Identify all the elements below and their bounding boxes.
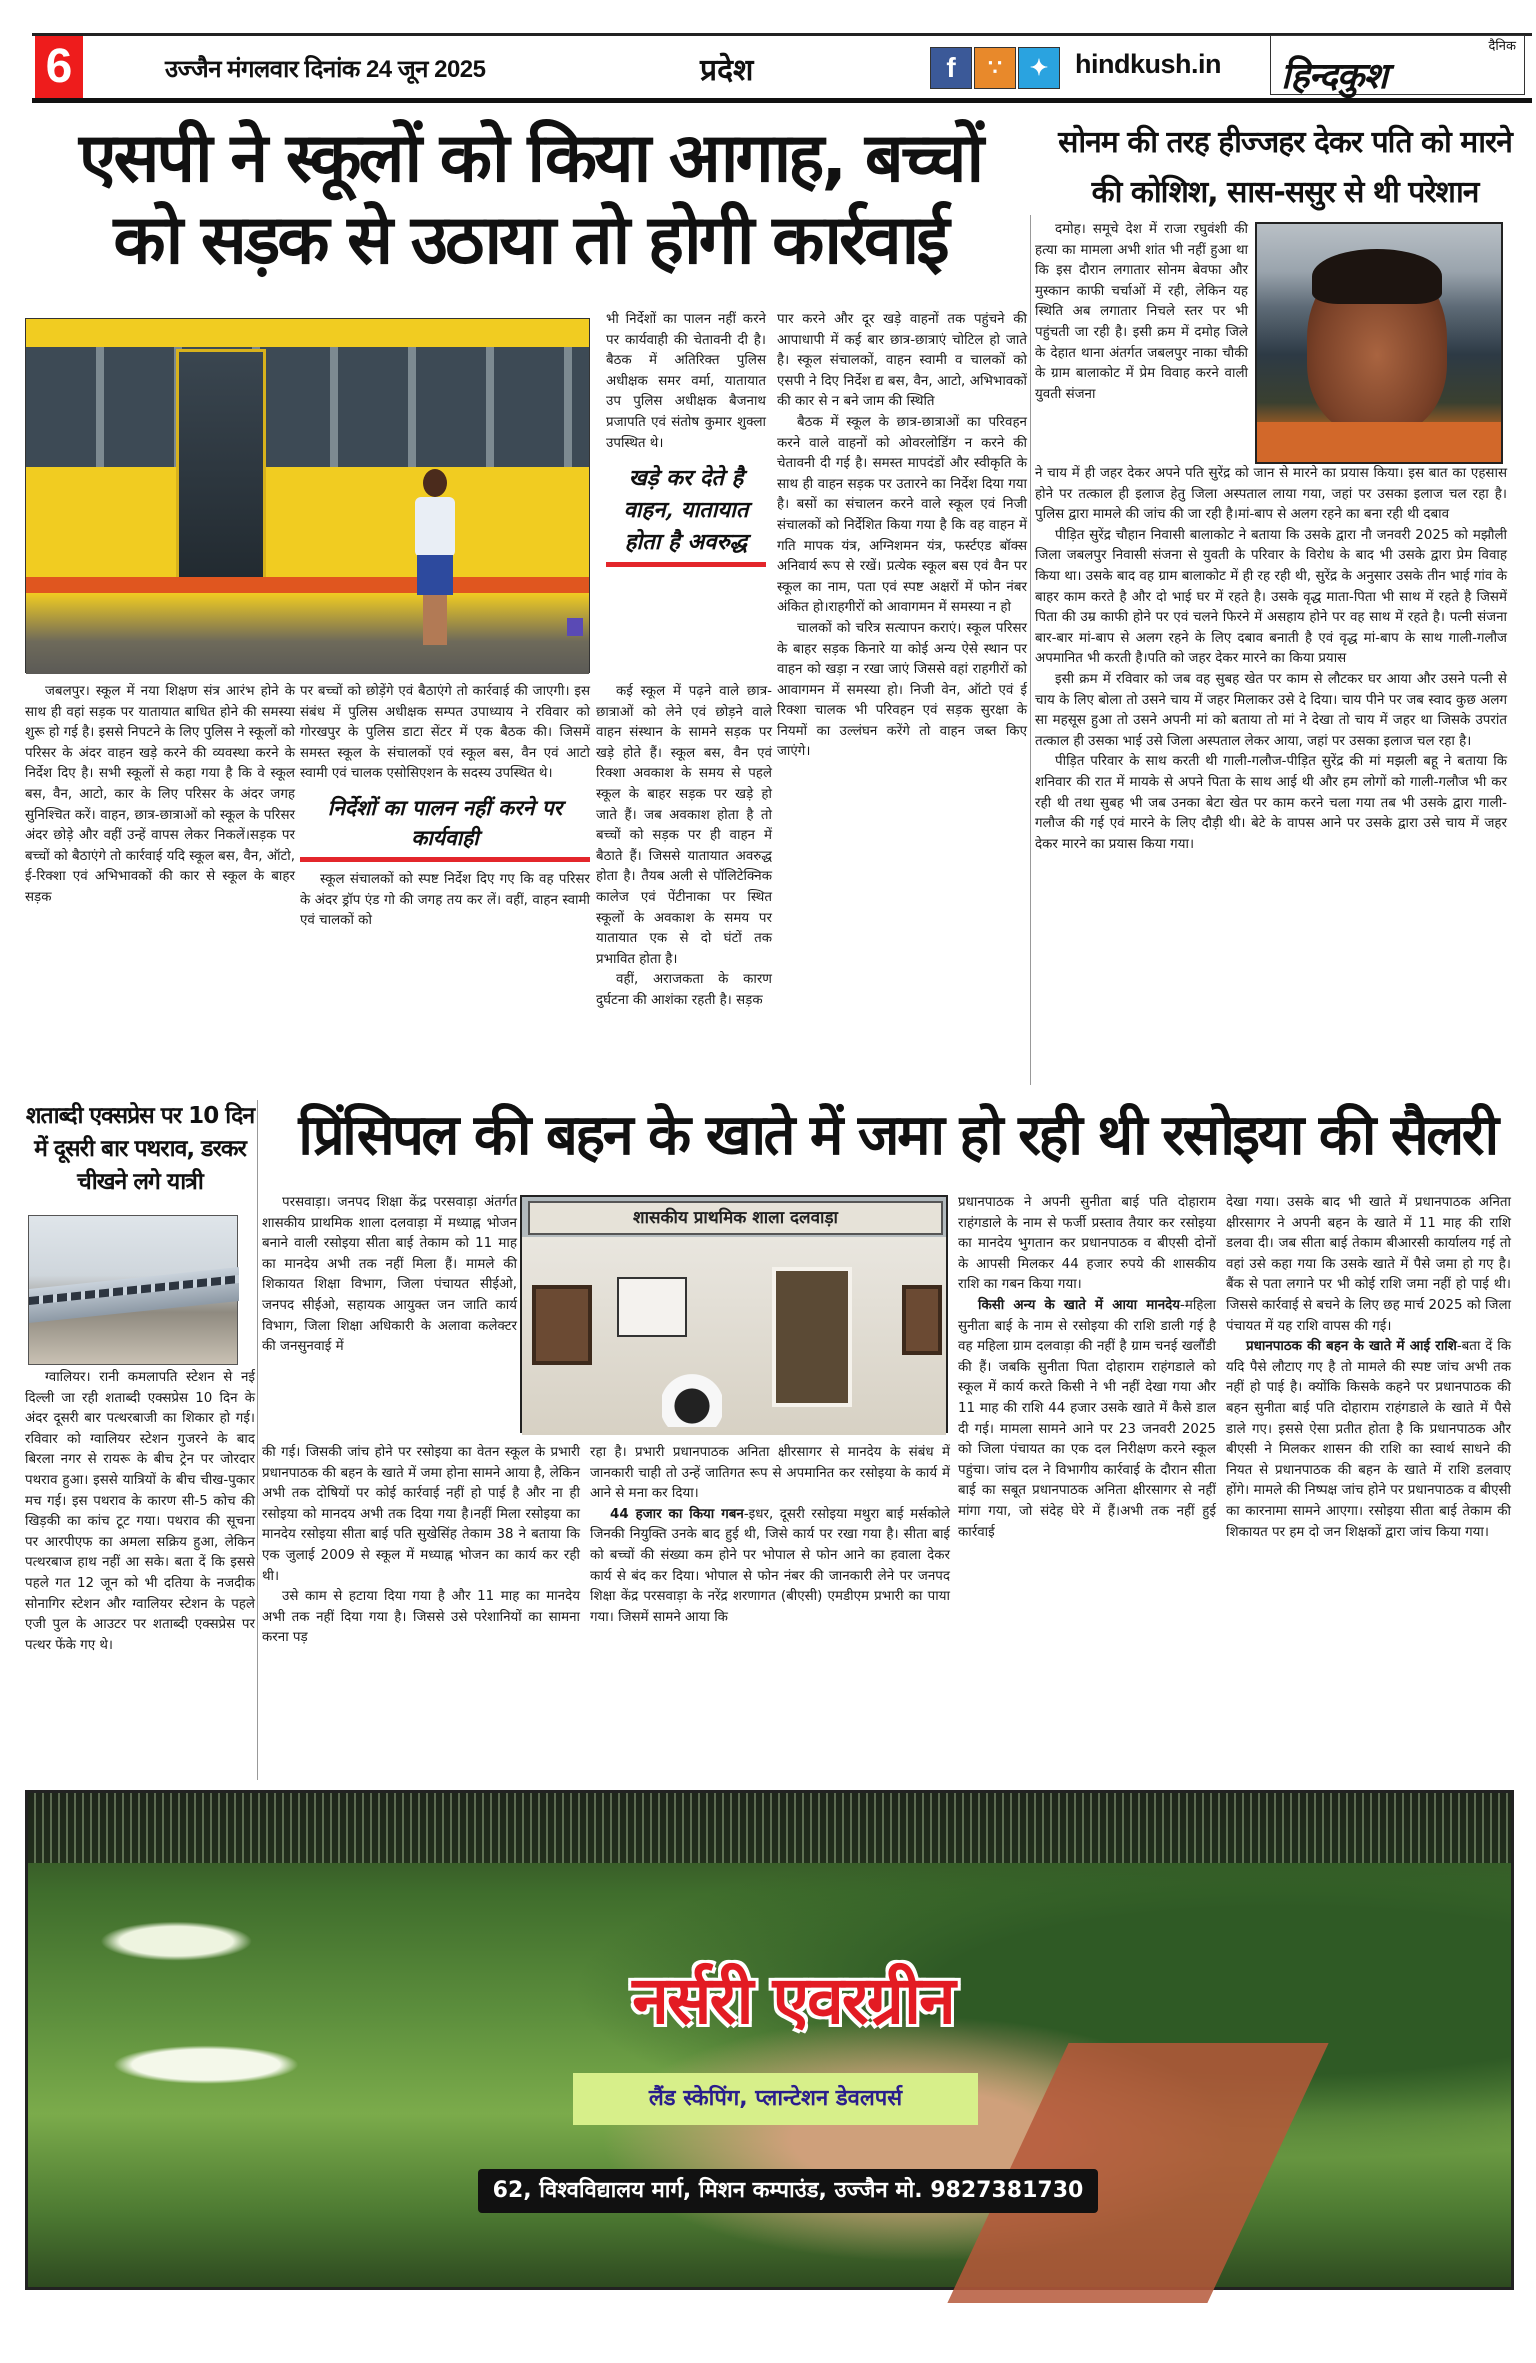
principal-subhead-embezzle: 44 हजार का किया गबन bbox=[610, 1506, 744, 1522]
principal-paragraph: रहा है। प्रभारी प्रधानपाठक अनिता क्षीरसागर से मानदेय के संबंध में जानकारी चाही तो उन्हें जातिगत रूप से अपमानित कर रसोइया के कार्य में आने से मना कर दिया। bbox=[590, 1445, 950, 1502]
ad-subtitle: लैंड स्केपिंग, प्लान्टेशन डेवलपर्स bbox=[573, 2073, 978, 2125]
scooter-shape bbox=[662, 1357, 722, 1427]
school-door bbox=[772, 1267, 852, 1407]
principal-subhead-sister: प्रधानपाठक की बहन के खाते में आई राशि bbox=[1246, 1339, 1457, 1355]
principal-subhead-account: किसी अन्य के खाते में आया मानदेय bbox=[978, 1297, 1181, 1313]
school-paragraph: जबलपुर। स्कूल में नया शिक्षण संत्र आरंभ होने के साथ ही वहां सड़क पर यातायात बाधित होने की समस्या शुरू हो गई है। इससे निपटने के लिए पुलिस ने स्कूलों को परिसर के अंदर वाहन खड़े करने की व्यवस्था करने के निर्देश दिए है। सभी स्कूलों से कहा गया है कि वे स्कूल बस, वैन, आटो, कार के लिए परिसर के अंदर जगह सुनिश्चित करें। वाहन, छात्र-छात्राओं को स्कूल के परिसर अंदर छोड़े और वहीं उन्हें वापस लेकर निकलें।सड़क पर बच्चों को बैठाएंगे तो कार्रवाई यदि स्कूल बस, वैन, ऑटो, ई-रिक्शा एवं अभिभावकों की कार से स्कूल के बाहर सड़क bbox=[25, 684, 295, 905]
poison-headline-line2: की कोशिश, सास-ससुर से थी परेशान bbox=[1091, 175, 1479, 210]
school-paragraph: बैठक में स्कूल के छात्र-छात्राओं का परिवहन करने वाले वाहनों को ओवरलोडिंग न करने की चेतावनी दी गई है। समस्त मापदंडों और स्वीकृति के साथ ही वाहन सड़क पर उतारने का निर्देश दिया गया है। बसों का संचालन करने वाले स्कूल एवं निजी संचालकों को निर्देशित किया गया है कि वह वाहन में गति मापक यंत्र, अग्निशमन यंत्र, फर्स्टएड बॉक्स अनिवार्य रूप से रखें। प्रत्येक स्कूल बस एवं वैन पर स्कूल का नाम, पता एवं स्पष्ट अक्षरों में फोन नंबर अंकित हो।राहगीरों को आवागमन में समस्या न हो bbox=[777, 414, 1027, 616]
school-paragraph: चालकों को चरित्र सत्यापन कराएं। स्कूल परिसर के बाहर सड़क किनारे या कोई अन्य ऐसे स्थान पर वाहन को खड़ा न रखा जाएं जिससे वहां राहगीरों को आवागमन में समस्या हो। निजी वेन, ऑटो एवं ई रिक्शा चालक भी परिवहन एवं सड़क सुरक्षा के नियमों का उल्लंघन करेंगे तो वाहन जब्त किए जाएंगे। bbox=[777, 620, 1027, 760]
logo-name: हिन्दकुश bbox=[1281, 55, 1387, 97]
school-window bbox=[532, 1285, 592, 1365]
principal-paragraph bbox=[1226, 1337, 1511, 1543]
principal-text: -महिला सुनीता बाई के नाम से रसोइया की राशि डाली गई है वह महिला ग्राम दलवाड़ा की नहीं है ग्राम चनई खलौंडी की हैं। जबकि सुनीता पिता दोहाराम राहंगडाले को स्कूल में कार्य करते किसी ने भी नहीं देखा गया और 11 माह की राशि 44 हजार उसके खाते में कैसे डाल दी गई। मामला सामने आने पर 23 जनवरी 2025 को जिला पंचायत का एक दल निरीक्षण करने स्कूल पहुंचा। जांच दल ने विभागीय कार्रवाई के दौरान सीता बाई का सबूत प्रधानपाठक अनिता क्षीरसागर से नहीं मांगा गया, जो संदेह घेरे में हैं।अभी तक नहीं हुई कार्रवाई bbox=[958, 1297, 1216, 1540]
hair-shape bbox=[1312, 249, 1442, 304]
principal-story-col4 bbox=[1226, 1193, 1511, 1783]
poison-headline-line1: सोनम की तरह हीज्जहर देकर पति को मारने bbox=[1058, 125, 1512, 160]
schoolboy-figure bbox=[411, 469, 459, 649]
facebook-icon[interactable]: f bbox=[930, 47, 972, 89]
poison-headline bbox=[1040, 118, 1530, 218]
newspaper-logo bbox=[1270, 35, 1525, 95]
poison-paragraph: पीड़ित परिवार के साथ करती थी गाली-गलौज-पीड़ित सुरेंद्र की मां मझली बहू ने बताया कि शनिवार की रात में मायके से अपने पिता के साथ आई थी और हम लोगों को गाली-गलौज भी कर रही थी तथा सुबह भी जब उनका बेटा खेत पर काम करने चला गया तब भी उसके द्वारा गाली-गलौज की गई एवं मारने के लिए दौड़ी थी। बेटे के वापस आने पर उसके द्वारा उसे चाय में जहर देकर मारने का प्रयास किया गया। bbox=[1035, 754, 1507, 852]
column-divider bbox=[257, 1100, 258, 1780]
bus-lower-body bbox=[26, 593, 589, 674]
main-headline-line2: को सड़क से उठाया तो होगी कार्रवाई bbox=[113, 201, 947, 280]
ad-address: 62, विश्वविद्यालय मार्ग, मिशन कम्पाउंड, उज्जैन मो. 9827381730 bbox=[478, 2169, 1098, 2213]
principal-paragraph bbox=[590, 1505, 950, 1629]
train-headline: शताब्दी एक्सप्रेस पर 10 दिन में दूसरी बार पथराव, डरकर चीखने लगे यात्री bbox=[25, 1103, 255, 1195]
main-headline bbox=[25, 118, 1035, 282]
social-links bbox=[930, 47, 1060, 89]
principal-paragraph: उसे काम से हटाया दिया गया है और 11 माह का मानदेय अभी तक नहीं दिया गया है। जिससे उसे परेशानियों का सामना करना पड़ bbox=[262, 1589, 580, 1646]
principal-paragraph bbox=[958, 1296, 1216, 1543]
section-title: प्रदेश bbox=[700, 54, 754, 87]
ad-title: नर्सरी एवरग्रीन bbox=[632, 1962, 954, 2039]
school-subhead-action: निर्देशों का पालन नहीं करने पर कार्यवाही bbox=[300, 793, 590, 862]
train-story-body bbox=[25, 1368, 255, 1788]
school-story-col3-top bbox=[606, 310, 766, 682]
notice-board bbox=[617, 1277, 687, 1337]
twitter-icon[interactable]: ✦ bbox=[1018, 47, 1060, 89]
nursery-advertisement[interactable] bbox=[25, 1790, 1514, 2290]
column-divider bbox=[1030, 215, 1031, 1085]
main-headline-line1: एसपी ने स्कूलों को किया आगाह, बच्चों bbox=[78, 119, 982, 198]
dateline: उज्जैन मंगलवार दिनांक 24 जून 2025 bbox=[165, 56, 486, 83]
school-paragraph: भी निर्देशों का पालन नहीं करने पर कार्यवाही की चेतावनी दी है। बैठक में अतिरिक्त पुलिस अधीक्षक समर वर्मा, यातायात उप पुलिस अधीक्षक बैजनाथ प्रजापति एवं संतोष कुमार शुक्ला उपस्थित थे। bbox=[606, 312, 766, 451]
victim-photo bbox=[1255, 222, 1503, 464]
rss-icon[interactable]: ∵ bbox=[974, 47, 1016, 89]
bus-windows bbox=[26, 347, 589, 467]
principal-story-col1-bottom bbox=[262, 1443, 580, 1778]
principal-headline: प्रिंसिपल की बहन के खाते में जमा हो रही थी रसोइया की सैलरी bbox=[298, 1103, 1497, 1168]
school-paragraph: स्कूल संचालकों को स्पष्ट निर्देश दिए गए कि वह परिसर के अंदर ड्रॉप एंड गो की जगह तय कर लें। वहीं, वाहन स्वामी एवं चालकों को bbox=[300, 871, 590, 929]
school-subhead-traffic: खड़े कर देते है वाहन, यातायात होता है अवरुद्ध bbox=[606, 462, 766, 567]
school-story-col1 bbox=[25, 682, 295, 1087]
school-building-photo bbox=[520, 1195, 948, 1433]
logo-daily-label: दैनिक bbox=[1488, 39, 1516, 54]
principal-paragraph: देखा गया। उसके बाद भी खाते में प्रधानपाठक अनिता क्षीरसागर ने अपनी बहन के खाते में 11 माह की राशि डलवा दी। जब सीता बाई तेकाम बीआरसी कार्यालय गई तो वहां उसे कहा गया कि उसके खाते में पैसे जमा हो गए है। बैंक से पता लगाने पर भी कोई राशि जमा नहीं हो पाई थी। जिससे कार्रवाई से बचने के लिए छह मार्च 2025 को जिला पंचायत में यह राशि वापस की गई। bbox=[1226, 1195, 1511, 1334]
poison-paragraph: दमोह। समूचे देश में राजा रघुवंशी की हत्या का मामला अभी शांत भी नहीं हुआ था कि इस दौरान लगातार सोनम बेवफा और मुस्कान काफी चर्चाओं में रही, लेकिन यह स्थिति अब लगातार निचले स्तर पर भी पहुंचती जा रही है। इसी क्रम में दमोह जिले के देहात थाना अंतर्गत जबलपुर नाका चौकी के ग्राम बालाकोट में प्रेम विवाह करने वाली युवती संजना bbox=[1035, 222, 1248, 402]
school-story-col4 bbox=[777, 310, 1027, 1087]
poison-paragraph: पीड़ित सुरेंद्र चौहान निवासी बालाकोट ने बताया कि उसके द्वारा नौ जनवरी 2025 को मझौली जिला जबलपुर निवासी संजना से युवती के परिवार के विरोध के बाद भी उसके द्वारा प्रेम विवाह किया था। उसके बाद वह ग्राम बालाकोट में ही रह रही थी, सुरेंद्र के अनुसार उसके तीन भाई गांव के बाहर काम करते है और दो भाई घर में रहते है। उसके वृद्ध माता-पिता भी साथ में रहते है जिसमें पिता की उम्र काफी होने पर एवं चलने फिरने में असहाय होने पर वह साथ में रहते है। पत्नी संजना बार-बार मां-बाप से अलग रहने के लिए दबाव बनाती है एवं वृद्ध मां-बाप के साथ गाली-गलौज अपमानित भी करती है।पति को जहर देकर मारने का किया प्रयास bbox=[1035, 527, 1507, 667]
principal-story-col3 bbox=[958, 1193, 1216, 1540]
school-story-col3-bottom bbox=[596, 682, 772, 1087]
school-paragraph: पार करने और दूर खड़े वाहनों तक पहुंचने की आपाधापी में कई बार छात्र-छात्राएं चोटिल हो जाते है। स्कूल संचालकों, वाहन स्वामी व चालकों को एसपी ने दिए निर्देश द्य बस, वैन, आटो, अभिभावकों की कार से न बने जाम की स्थिति bbox=[777, 312, 1027, 410]
school-paragraph: वहीं, अराजकता के कारण दुर्घटना की आशंका रहती है। सड़क bbox=[596, 972, 772, 1008]
bus-door bbox=[176, 349, 266, 599]
poison-paragraph: ने चाय में ही जहर देकर अपने पति सुरेंद्र को जान से मारने का प्रयास किया। इस बात का एहसास होने पर तत्काल ही इलाज हेतु जिला अस्पताल लाया गया, जहां पर उसका इलाज चल रहा है। पुलिस द्वारा मामले की जांच की जा रही है।मां-बाप से अलग रहने का बना रही थी दबाव bbox=[1035, 466, 1507, 523]
poison-story-body bbox=[1035, 464, 1507, 1084]
photo-mark bbox=[567, 618, 583, 636]
principal-text: -बता दें कि यदि पैसे लौटाए गए है तो मामले की स्पष्ट जांच अभी तक नहीं हो पाई है। क्योंकि किसके कहने पर प्रधानपाठक की बहन सुनीता बाई पति दोहाराम राहंगडाले के खाते में पैसे डाले गए। इससे ऐसा प्रतीत होता है कि प्रधानपाठक और बीएसी ने मिलकर शासन की राशि का स्वार्थ साधने की नियत से प्रधानपाठक की बहन के खाते में राशि डलवाए होंगे। मामले की निष्पक्ष जांच होने पर प्रधानपाठक व बीएसी का कारनामा सामने आएगा। रसोइया सीता बाई तेकाम की शिकायत पर हम दो जन शिक्षकों द्वारा जांच किया गया। bbox=[1226, 1339, 1511, 1540]
principal-paragraph: परसवाड़ा। जनपद शिक्षा केंद्र परसवाड़ा अंतर्गत शासकीय प्राथमिक शाला दलवाड़ा में मध्याह्न भोजन बनाने वाली रसोइया सीता बाई तेकाम को 11 माह का मानदेय अभी तक नहीं मिला हैं। मामले की शिकायत शिक्षा विभाग, जिला पंचायत सीईओ, जनपद सीईओ, सहायक आयुक्त जन जाति कार्य विभाग, जिला शिक्षा अधिकारी के अलावा कलेक्टर की जनसुनवाई में bbox=[262, 1195, 517, 1355]
principal-text: -इधर, दूसरी रसोइया मथुरा बाई मर्सकोले जिनकी नियुक्ति उनके बाद हुई थी, जिसे कार्य पर रखा गया है। सीता बाई को बच्चों की संख्या कम होने पर भोपाल से फोन आने का हवाला देकर कार्य से बंद कर दिया। भोपाल से फोन नंबर की जानकारी लेने पर जनपद शिक्षा केंद्र परसवाड़ा के नरेंद्र शरणागत (बीएसी) एमडीएम प्रभारी का पाया गया। जिसमें सामने आया कि bbox=[590, 1506, 950, 1625]
poison-story-intro bbox=[1035, 220, 1248, 464]
school-paragraph: पर बच्चों को छोड़ेंगे एवं बैठाएंगे तो कार्रवाई की जाएगी। इस संबंध में पुलिस अधीक्षक सम्पत उपाध्याय ने रविवार को गोरखपुर के पुलिस डाटा सेंटर में एक बैठक की। जिसमें समस्त स्कूल के संचालकों एवं स्कूल बस, वैन एवं आटो स्वामी एवं चालक एसोसिएशन के सदस्य उपस्थित थे। bbox=[300, 684, 590, 782]
school-bus-photo bbox=[25, 318, 590, 673]
bus-stripe bbox=[26, 577, 589, 593]
principal-story-col1 bbox=[262, 1193, 517, 1443]
shade-net-roof bbox=[28, 1793, 1511, 1863]
train-photo bbox=[28, 1215, 238, 1365]
principal-paragraph: प्रधानपाठक ने अपनी सुनीता बाई पति दोहाराम राहंगडाले के नाम से फर्जी प्रस्ताव तैयार कर रसोइया का मानदेय भुगतान कर प्रधानपाठक व बीएसी दोनों के आपसी मिलकर 44 हजार रुपये की शासकीय राशि का गबन किया गया। bbox=[958, 1195, 1216, 1293]
poison-paragraph: इसी क्रम में रविवार को जब वह सुबह खेत पर काम से लौटकर घर आया और उसने पत्नी से चाय के लिए बोला तो उसने चाय में जहर मिलाकर उसे दे दिया। चाय पीने पर जब स्वाद कुछ अलग सा महसूस हुआ तो उसने अपनी मां को बताया तो मां ने देखा तो चाय में जहर था जिसके उपरांत तत्काल ही उसका भाई उसे जिला अस्पताल लेकर आया, जहां पर उसका इलाज चल रहा है। bbox=[1035, 671, 1507, 749]
school-paragraph: कई स्कूल में पढ़ने वाले छात्र-छात्राओं को लेने एवं छोड़ने वाले वाहन संस्थान के सामने सड़क पर खड़े होते हैं। स्कूल बस, वैन एवं रिक्शा अवकाश के समय से पहले स्कूल के बाहर सड़क पर खड़े हो जाते हैं। जब अवकाश होता है तो बच्चों को सड़क पर ही वाहन में बैठाते हैं। जिससे यातायात अवरुद्ध होता है। तैयब अली से पॉलिटेक्निक कालेज एवं पेंटीनाका पर स्थित स्कूलों के अवकाश के समय पर यातायात एक से दो घंटों तक प्रभावित होता है। bbox=[596, 684, 772, 967]
page-number: 6 bbox=[35, 36, 83, 98]
principal-story-col2 bbox=[590, 1443, 950, 1778]
principal-paragraph: की गई। जिसकी जांच होने पर रसोइया का वेतन स्कूल के प्रभारी प्रधानपाठक की बहन के खाते में जमा होना सामने आया है, लेकिन अभी तक दोषियों पर कोई कार्रवाई नहीं हो पाई है और ना ही रसोइया को मानदय अभी तक दिया गया है।नहीं मिला रसोइया का मानदेय रसोइया सीता बाई पति सुखेसिंह तेकाम 38 ने बताया कि एक जुलाई 2009 से स्कूल में मध्याह्न भोजन का कार्य कर रही थी। bbox=[262, 1445, 580, 1584]
train-paragraph: ग्वालियर। रानी कमलापति स्टेशन से नई दिल्ली जा रही शताब्दी एक्सप्रेस 10 दिन के अंदर दूसरी बार पत्थरबाजी का शिकार हो गई। रविवार को ग्वालियर स्टेशन गुजरने के बाद बिरला नगर से रायरू के बीच ट्रेन पर जोरदार पथराव हुआ। इससे यात्रियों के बीच चीख-पुकार मच गई। इस पथराव के कारण सी-5 कोच की खिड़की का कांच टूट गया। पथराव की सूचना पर आरपीएफ का अमला सक्रिय हुआ, लेकिन पत्थरबाज हाथ नहीं आ सके। बता दें कि इससे पहले गत 12 जून को भी दतिया के नजदीक सोनागिर स्टेशन और ग्वालियर स्टेशन के पहले एजी पुल के आउटर पर शताब्दी एक्सप्रेस पर पत्थर फेंके गए थे। bbox=[25, 1370, 255, 1653]
shirt-shape bbox=[1257, 422, 1501, 462]
school-signboard: शासकीय प्राथमिक शाला दलवाड़ा bbox=[528, 1201, 943, 1235]
school-window bbox=[902, 1285, 942, 1355]
website-link[interactable]: hindkush.in bbox=[1075, 49, 1221, 79]
school-story-col2 bbox=[300, 682, 590, 1087]
